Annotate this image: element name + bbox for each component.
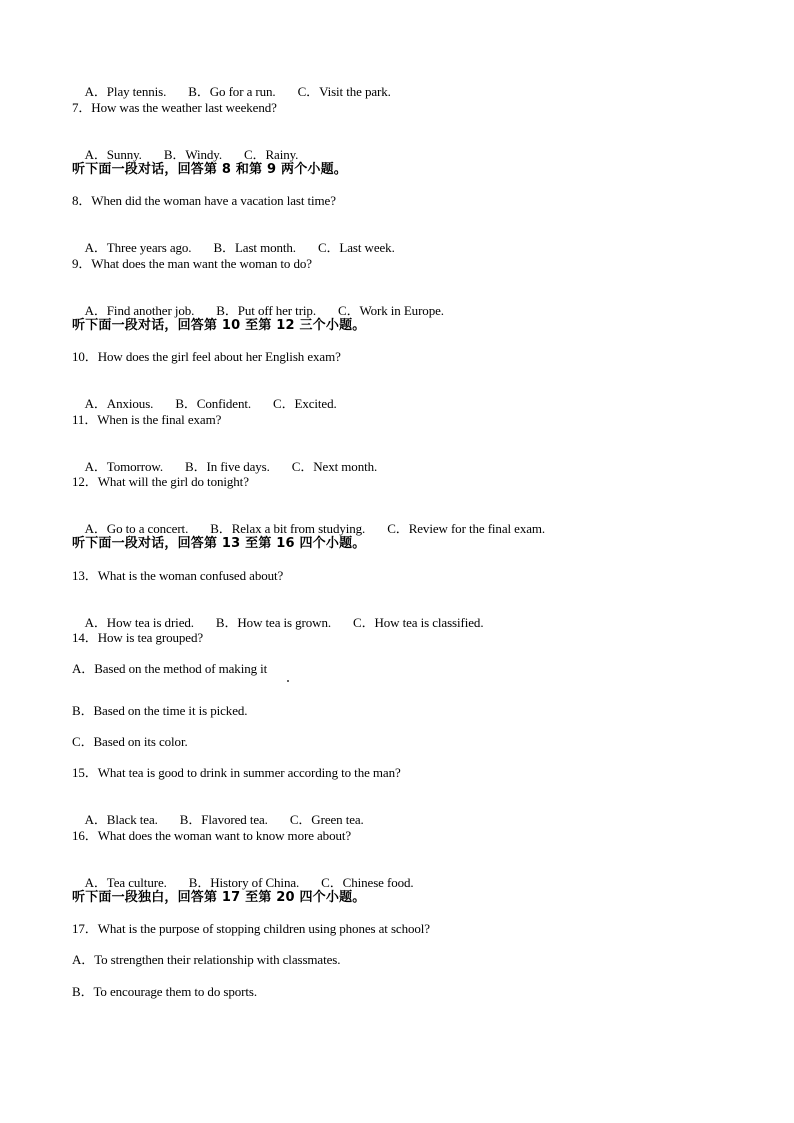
question-12: 12．What will the girl do tonight? [72,474,249,489]
question-17: 17．What is the purpose of stopping children using phones at school? [72,921,430,936]
option-b: B．In five days. [185,459,270,474]
section-heading: 听下面一段对话，回答第 13 至第 16 四个小题。 [72,536,366,551]
question-15: 15．What tea is good to drink in summer according to the man? [72,765,401,780]
option-c: C．Review for the final exam. [387,521,546,536]
question-16: 16．What does the woman want to know more about? [72,828,352,843]
section-heading: 听下面一段对话，回答第 10 至第 12 三个小题。 [72,318,366,333]
stray-dot [287,680,289,682]
option-c: C．Excited. [273,396,337,411]
question-10: 10．How does the girl feel about her English exam? [72,349,341,364]
q14-option-a: A．Based on the method of making it [72,661,268,676]
option-b: B．Relax a bit from studying. [210,521,366,536]
option-c: C．Last week. [317,240,395,255]
question-14: 14．How is tea grouped? [72,630,204,645]
section-heading: 听下面一段独白，回答第 17 至第 20 四个小题。 [72,890,366,905]
option-a: A．Tomorrow. [84,459,163,474]
q17-option-b: B．To encourage them to do sports. [72,984,257,999]
q17-option-a: A．To strengthen their relationship with classmates. [72,952,341,967]
option-c: C．Next month. [291,459,378,474]
option-a: A．Play tennis. [84,84,167,99]
section-heading: 听下面一段对话，回答第 8 和第 9 两个小题。 [72,162,347,177]
option-c: C．Green tea. [289,812,364,827]
question-11: 11．When is the final exam? [72,412,222,427]
option-a: A．Go to a concert. [84,521,189,536]
option-b: B．Put off her trip. [216,303,316,318]
option-c: C．Visit the park. [297,84,391,99]
option-a: A．Tea culture. [84,875,167,890]
option-a: A．Three years ago. [84,240,192,255]
option-a: A．Anxious. [84,396,154,411]
question-8: 8．When did the woman have a vacation last time? [72,193,336,208]
option-c: C．Rainy. [243,147,299,162]
question-9: 9．What does the man want the woman to do? [72,256,312,271]
q14-option-b: B．Based on the time it is picked. [72,703,248,718]
option-b: B．Go for a run. [188,84,276,99]
option-c: C．Chinese food. [321,875,414,890]
q14-option-c: C．Based on its color. [72,734,188,749]
question-7: 7．How was the weather last weekend? [72,100,277,115]
option-b: B．Confident. [175,396,252,411]
option-b: B．Windy. [163,147,222,162]
option-a: A．Find another job. [84,303,195,318]
option-a: A．Sunny. [84,147,142,162]
option-b: B．History of China. [188,875,300,890]
option-c: C．How tea is classified. [353,615,484,630]
option-b: B．Last month. [213,240,296,255]
option-b: B．How tea is grown. [215,615,332,630]
option-a: A．Black tea. [84,812,158,827]
option-b: B．Flavored tea. [179,812,268,827]
question-13: 13．What is the woman confused about? [72,568,284,583]
option-a: A．How tea is dried. [84,615,194,630]
option-c: C．Work in Europe. [338,303,444,318]
